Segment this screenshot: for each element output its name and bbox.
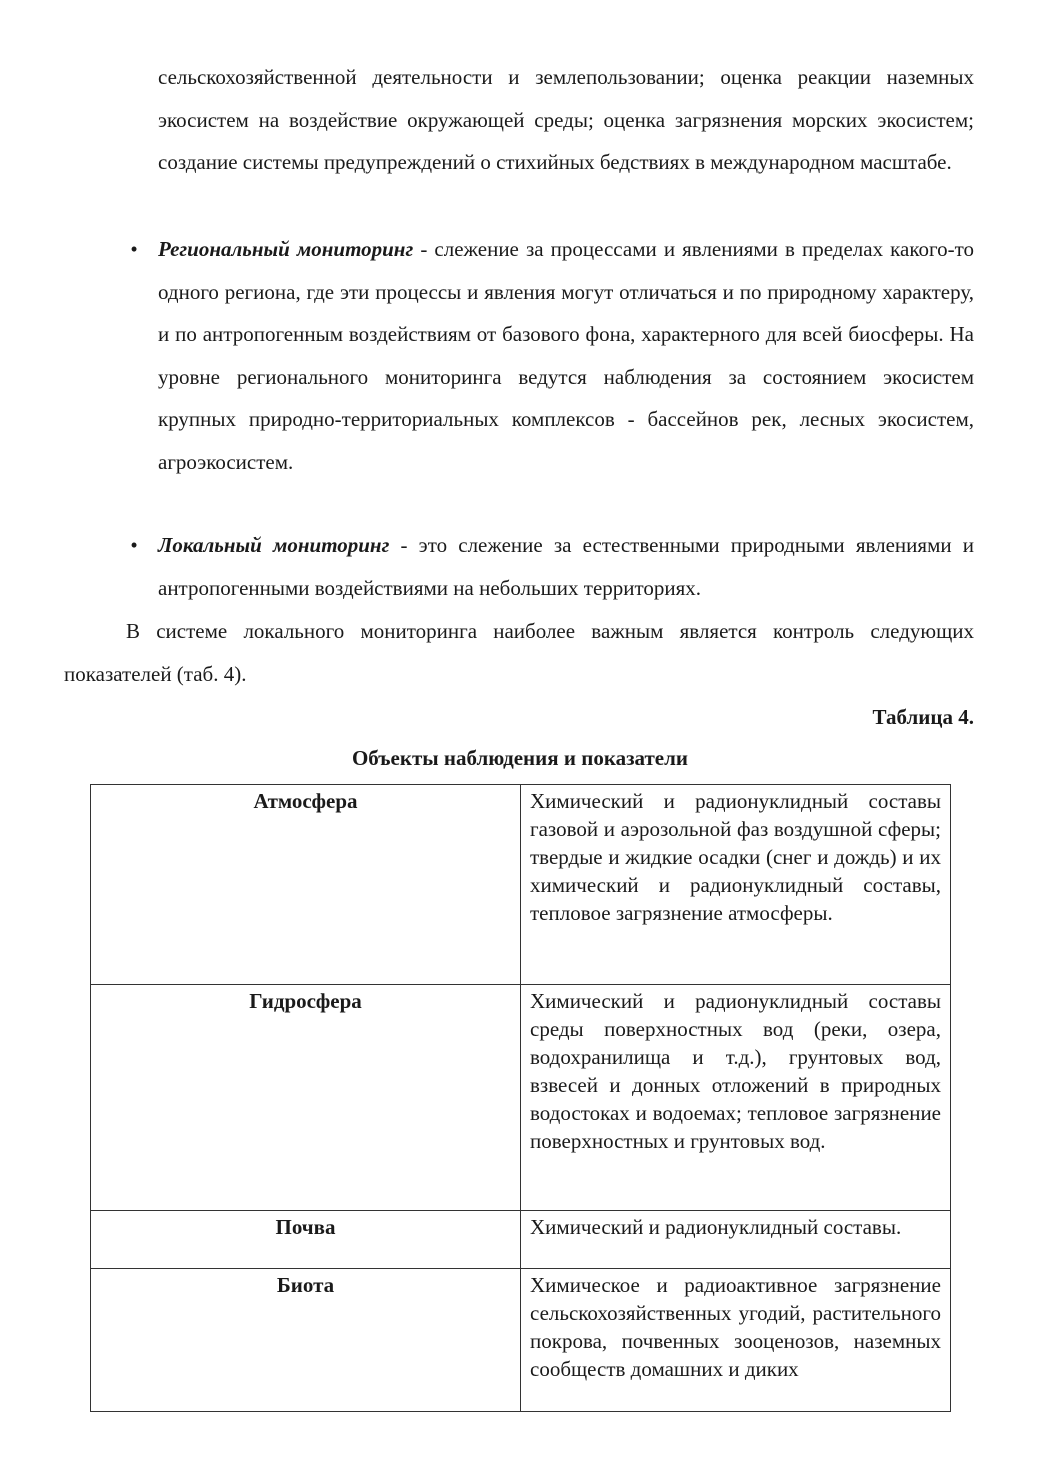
table-row — [91, 1269, 951, 1412]
table-row — [91, 1211, 951, 1269]
definition-regional-monitoring: - слежение за процессами и явлениями в пределах какого-то одного региона, где эти процессы и явления могут отличаться и по природному характеру, и по антропогенным воздействиям от базового фона, характерного для всей биосферы. На уровне регионального мониторинга ведутся наблюдения за состоянием экосистем крупных природно-территориальных комплексов - бассейнов рек, лесных экосистем, агроэкосистем. — [158, 237, 974, 474]
table-row — [91, 785, 951, 985]
definition-local-monitoring: - это слежение за естественными природными явлениями и антропогенными воздействиями на небольших территориях. — [158, 533, 975, 600]
bullet-dot-icon: • — [130, 237, 138, 261]
observation-objects-table — [90, 784, 951, 1412]
bullet-regional-monitoring — [130, 228, 974, 483]
paragraph-global-monitoring-continuation: сельскохозяйственной деятельности и землепользовании; оценка реакции наземных экосистем на воздействие окружающей среды; оценка загрязнения морских экосистем; создание системы предупреждений о стихийных бедствиях в международном масштабе. — [158, 65, 974, 174]
indicators-text: Химическое и радиоактивное загрязнение сельскохозяйственных угодий, растительного покрова, почвенных зооценозов, наземных сообществ домашних и диких — [530, 1273, 941, 1381]
object-cell: Атмосфера — [91, 785, 521, 985]
object-cell: Биота — [91, 1269, 521, 1412]
intro-paragraph: В системе локального мониторинга наиболее важным является контроль следующих показателей (таб. 4). — [64, 619, 974, 686]
object-cell: Почва — [91, 1211, 521, 1269]
table-title: Объекты наблюдения и показатели — [351, 746, 689, 770]
term-regional-monitoring: Региональный мониторинг — [158, 237, 414, 261]
indicators-cell: Химический и радионуклидный составы. — [521, 1211, 951, 1269]
indicators-cell: Химический и радионуклидный составы среды поверхностных вод (реки, озера, водохранилища и т.д.), грунтовых вод, взвесей и донных отложений в природных водостоках и водоемах; тепловое загрязнение поверхностных и грунтовых вод. — [521, 985, 951, 1211]
indicators-cell — [521, 1269, 951, 1412]
bullet-local-monitoring — [130, 524, 975, 609]
table-row — [91, 985, 951, 1211]
indicators-cell: Химический и радионуклидный составы газовой и аэрозольной фаз воздушной сферы; твердые и жидкие осадки (снег и дождь) и их химический и радионуклидный составы, тепловое загрязнение атмосферы. — [521, 785, 951, 985]
object-cell: Гидросфера — [91, 985, 521, 1211]
bullet-dot-icon: • — [130, 533, 138, 557]
table-number-label: Таблица 4. — [872, 705, 974, 729]
term-local-monitoring: Локальный мониторинг — [158, 533, 390, 557]
